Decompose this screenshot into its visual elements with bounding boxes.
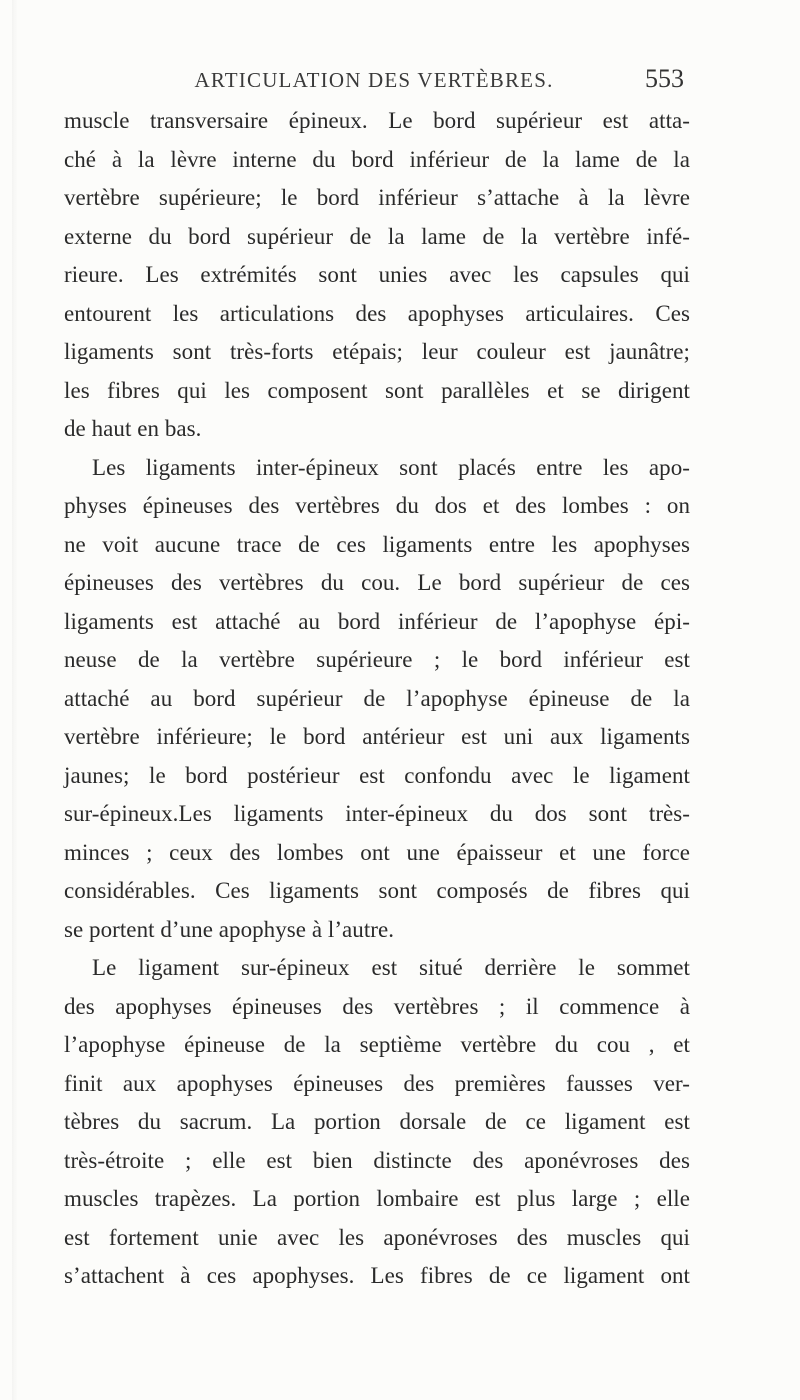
text-line: jaunes; le bord postérieur est confondu avec le ligament [64, 762, 690, 788]
text-line: minces ; ceux des lombes ont une épaisseur et une force [64, 839, 690, 865]
text-line: épineuses des vertèbres du cou. Le bord supérieur de ces [64, 570, 690, 595]
text-line: est fortement unie avec les aponévroses des muscles qui [64, 1224, 690, 1250]
text-line: ne voit aucune trace de ces ligaments entre les apophyses [64, 531, 690, 557]
text-line: des apophyses épineuses des vertèbres ; il commence à [64, 993, 690, 1019]
text-line: ché à la lèvre interne du bord inférieur de la lame de la [64, 146, 690, 172]
text-line: finit aux apophyses épineuses des premières fausses ver- [64, 1070, 690, 1096]
text-line: ligaments sont très-forts etépais; leur couleur est jaunâtre; [64, 339, 690, 364]
text-line: Les ligaments inter-épineux sont placés entre les apo- [92, 454, 690, 480]
text-line: sur-épineux.Les ligaments inter-épineux du dos sont très- [64, 801, 690, 826]
text-line: l’apophyse épineuse de la septième vertèbre du cou , et [64, 1032, 690, 1057]
text-line: de haut en bas. [64, 416, 202, 441]
text-line: vertèbre inférieure; le bord antérieur est uni aux ligaments [64, 724, 690, 749]
text-line: vertèbre supérieure; le bord inférieur s’attache à la lèvre [64, 185, 690, 210]
text-line: ligaments est attaché au bord inférieur de l’apophyse épi- [64, 608, 690, 634]
page-number: 553 [645, 64, 684, 93]
text-line: s’attachent à ces apophyses. Les fibres de ce ligament ont [64, 1263, 690, 1288]
text-line: les fibres qui les composent sont parallèles et se dirigent [64, 377, 690, 403]
text-line: physes épineuses des vertèbres du dos et des lombes : on [64, 493, 690, 518]
text-line: rieure. Les extrémités sont unies avec les capsules qui [64, 262, 690, 287]
running-title: ARTICULATION DES VERTÈBRES. [194, 68, 554, 92]
page-edge-shadow [12, 0, 18, 1400]
text-line: entourent les articulations des apophyses articulaires. Ces [64, 300, 690, 326]
text-line: externe du bord supérieur de la lame de la vertèbre infé- [64, 223, 690, 249]
text-line: attaché au bord supérieur de l’apophyse épineuse de la [64, 685, 690, 711]
text-line: muscle transversaire épineux. Le bord supérieur est atta- [64, 108, 690, 133]
text-line: très-étroite ; elle est bien distincte des aponévroses des [64, 1147, 690, 1173]
text-line: tèbres du sacrum. La portion dorsale de ce ligament est [64, 1109, 690, 1134]
text-line: se portent d’une apophyse à l’autre. [64, 916, 395, 942]
body-text [64, 102, 690, 1296]
text-line: neuse de la vertèbre supérieure ; le bord inférieur est [64, 647, 690, 672]
text-line: Le ligament sur-épineux est situé derrière le sommet [92, 955, 690, 980]
running-head [68, 64, 684, 102]
text-line: considérables. Ces ligaments sont composés de fibres qui [64, 878, 690, 903]
text-line: muscles trapèzes. La portion lombaire est plus large ; elle [64, 1186, 690, 1211]
